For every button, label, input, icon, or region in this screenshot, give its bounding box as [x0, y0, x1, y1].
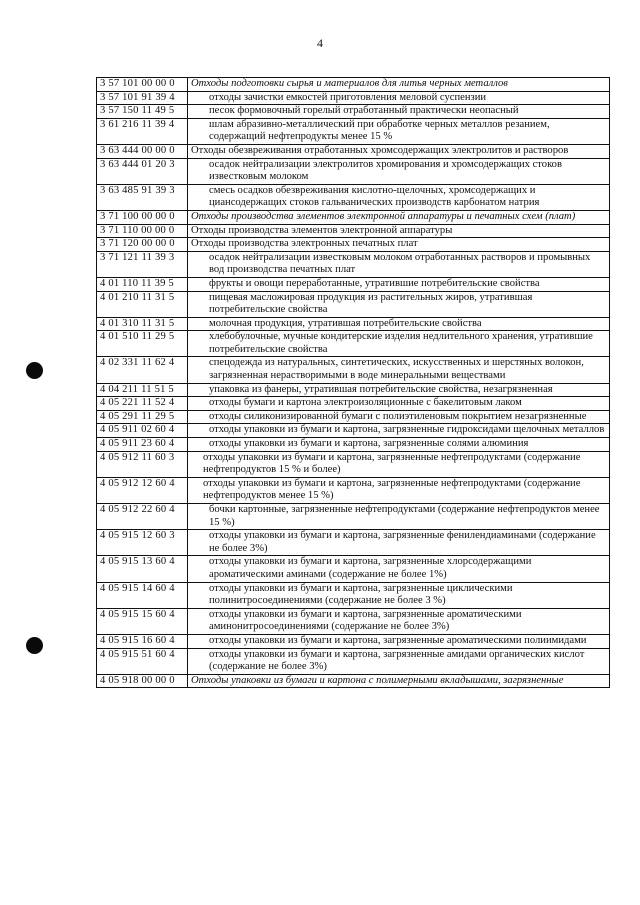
table-row	[97, 184, 610, 210]
table-row	[97, 648, 610, 674]
waste-code-cell: 3 63 485 91 39 3	[97, 184, 188, 210]
waste-name-cell	[188, 78, 610, 92]
waste-name-cell	[188, 397, 610, 411]
waste-name-text: Отходы упаковки из бумаги и картона с полимерными вкладышами, загрязненные	[191, 674, 564, 686]
waste-name-text: отходы упаковки из бумаги и картона, загрязненные фенилендиаминами (содержание не более 3%)	[209, 530, 596, 554]
table-row	[97, 383, 610, 397]
waste-name-text: Отходы обезвреживания отработанных хромсодержащих электролитов и растворов	[191, 144, 569, 156]
table-row	[97, 438, 610, 452]
waste-code-cell: 3 71 120 00 00 0	[97, 238, 188, 252]
waste-name-text: бочки картонные, загрязненные нефтепродуктами (содержание нефтепродуктов менее 15 %)	[209, 504, 600, 528]
table-row	[97, 331, 610, 357]
table-row	[97, 424, 610, 438]
waste-code-cell: 4 05 915 15 60 4	[97, 608, 188, 634]
waste-name-cell	[188, 383, 610, 397]
waste-name-cell	[188, 556, 610, 582]
waste-name-text: отходы бумаги и картона электроизоляционные с бакелитовым лаком	[209, 397, 522, 409]
table-row	[97, 238, 610, 252]
waste-name-cell	[188, 451, 610, 477]
waste-name-cell	[188, 238, 610, 252]
table-row	[97, 277, 610, 291]
waste-name-cell	[188, 477, 610, 503]
waste-name-cell	[188, 91, 610, 105]
waste-code-cell: 4 05 912 11 60 3	[97, 451, 188, 477]
waste-code-cell: 3 63 444 00 00 0	[97, 144, 188, 158]
waste-code-cell: 3 63 444 01 20 3	[97, 158, 188, 184]
waste-code-cell: 4 05 911 23 60 4	[97, 438, 188, 452]
waste-name-cell	[188, 251, 610, 277]
waste-name-cell	[188, 210, 610, 224]
waste-name-text: хлебобулочные, мучные кондитерские изделия недлительного хранения, утратившие потребительские свойства	[209, 331, 593, 355]
waste-code-cell: 4 05 915 16 60 4	[97, 634, 188, 648]
waste-name-text: отходы упаковки из бумаги и картона, загрязненные гидроксидами щелочных металлов	[209, 424, 605, 436]
waste-code-cell: 4 01 510 11 29 5	[97, 331, 188, 357]
table-row	[97, 410, 610, 424]
waste-code-cell: 4 01 310 11 31 5	[97, 317, 188, 331]
table-row	[97, 158, 610, 184]
waste-name-cell	[188, 410, 610, 424]
waste-classification-table	[96, 77, 610, 688]
waste-code-cell: 4 05 221 11 52 4	[97, 397, 188, 411]
waste-name-text: спецодежда из натуральных, синтетических, искусственных и шерстяных волокон, загрязненная нерастворимыми в воде минеральными веществами	[209, 357, 584, 382]
waste-name-text: шлам абразивно-металлический при обработке черных металлов резанием, содержащий нефтепродукты менее 15 %	[209, 118, 550, 143]
waste-code-cell: 4 05 911 02 60 4	[97, 424, 188, 438]
waste-name-text: Отходы производства элементов электронной аппаратуры и печатных схем (плат)	[191, 210, 576, 222]
waste-name-text: осадок нейтрализации электролитов хромирования и хромсодержащих стоков известковым молоком	[209, 158, 562, 183]
waste-code-cell: 4 01 110 11 39 5	[97, 277, 188, 291]
waste-code-cell: 3 71 100 00 00 0	[97, 210, 188, 224]
table-row	[97, 105, 610, 119]
waste-name-text: упаковка из фанеры, утратившая потребительские свойства, незагрязненная	[209, 383, 553, 395]
waste-name-text: отходы силиконизированной бумаги с полиэтиленовым покрытием незагрязненные	[209, 410, 587, 422]
waste-name-cell	[188, 144, 610, 158]
table-row	[97, 556, 610, 582]
waste-name-cell	[188, 424, 610, 438]
waste-name-cell	[188, 224, 610, 238]
table-row	[97, 504, 610, 530]
waste-name-cell	[188, 331, 610, 357]
waste-code-cell: 4 04 211 11 51 5	[97, 383, 188, 397]
waste-code-cell: 3 71 110 00 00 0	[97, 224, 188, 238]
table-body	[97, 78, 610, 688]
waste-code-cell: 4 05 915 12 60 3	[97, 530, 188, 556]
waste-name-cell	[188, 438, 610, 452]
waste-name-text: осадок нейтрализации известковым молоком отработанных растворов и промывных вод производства печатных плат	[209, 251, 591, 276]
table-row	[97, 291, 610, 317]
waste-name-text: песок формовочный горелый отработанный практически неопасный	[209, 105, 519, 117]
waste-name-text: Отходы подготовки сырья и материалов для литья черных металлов	[191, 78, 508, 89]
table-row	[97, 477, 610, 503]
waste-code-cell: 4 05 918 00 00 0	[97, 674, 188, 688]
punch-hole	[26, 637, 43, 654]
waste-code-cell: 3 57 101 00 00 0	[97, 78, 188, 92]
waste-code-cell: 4 05 291 11 29 5	[97, 410, 188, 424]
table-row	[97, 397, 610, 411]
table-row	[97, 210, 610, 224]
waste-code-cell: 4 01 210 11 31 5	[97, 291, 188, 317]
waste-name-text: Отходы производства элементов электронной аппаратуры	[191, 224, 453, 236]
waste-name-text: отходы упаковки из бумаги и картона, загрязненные нефтепродуктами (содержание нефтепродуктов 15 % и более)	[203, 451, 581, 476]
waste-name-cell	[188, 277, 610, 291]
waste-name-cell	[188, 582, 610, 608]
waste-code-cell: 4 05 912 22 60 4	[97, 504, 188, 530]
table-row	[97, 674, 610, 688]
table-row	[97, 451, 610, 477]
waste-name-text: отходы упаковки из бумаги и картона, загрязненные амидами органических кислот (содержание не более 3%)	[209, 648, 585, 673]
table-row	[97, 608, 610, 634]
waste-code-cell: 3 71 121 11 39 3	[97, 251, 188, 277]
punch-hole	[26, 362, 43, 379]
table-row	[97, 78, 610, 92]
waste-name-text: смесь осадков обезвреживания кислотно-щелочных, хромсодержащих и циансодержащих стоков гальванических производств карбонатом натрия	[209, 184, 540, 209]
waste-code-cell: 3 57 101 91 39 4	[97, 91, 188, 105]
waste-name-text: фрукты и овощи переработанные, утратившие потребительские свойства	[209, 277, 540, 289]
waste-name-cell	[188, 357, 610, 383]
waste-name-cell	[188, 105, 610, 119]
waste-code-cell: 4 02 331 11 62 4	[97, 357, 188, 383]
table-row	[97, 118, 610, 144]
waste-name-text: отходы зачистки емкостей приготовления меловой суспензии	[209, 91, 487, 103]
table-row	[97, 251, 610, 277]
waste-name-text: отходы упаковки из бумаги и картона, загрязненные хлорсодержащими ароматическими аминами (содержание не более 1%)	[209, 556, 532, 580]
waste-name-cell	[188, 158, 610, 184]
table-row	[97, 530, 610, 556]
waste-name-text: отходы упаковки из бумаги и картона, загрязненные ароматическими аминонитросоединениями (содержание не более 3%)	[209, 608, 522, 633]
table-row	[97, 357, 610, 383]
waste-name-text: отходы упаковки из бумаги и картона, загрязненные ароматическими полиимидами	[209, 634, 587, 646]
waste-code-cell: 3 57 150 11 49 5	[97, 105, 188, 119]
waste-code-cell: 4 05 915 13 60 4	[97, 556, 188, 582]
waste-code-cell: 3 61 216 11 39 4	[97, 118, 188, 144]
waste-name-text: отходы упаковки из бумаги и картона, загрязненные нефтепродуктами (содержание нефтепродуктов менее 15 %)	[203, 477, 581, 502]
waste-name-text: молочная продукция, утратившая потребительские свойства	[209, 317, 482, 329]
waste-code-cell: 4 05 915 14 60 4	[97, 582, 188, 608]
waste-name-cell	[188, 608, 610, 634]
waste-name-text: пищевая масложировая продукция из растительных жиров, утратившая потребительские свойства	[209, 291, 533, 316]
waste-name-cell	[188, 504, 610, 530]
waste-name-cell	[188, 634, 610, 648]
waste-name-text: отходы упаковки из бумаги и картона, загрязненные солями алюминия	[209, 438, 529, 450]
table-row	[97, 634, 610, 648]
waste-name-cell	[188, 118, 610, 144]
waste-name-cell	[188, 530, 610, 556]
waste-name-cell	[188, 291, 610, 317]
waste-name-cell	[188, 648, 610, 674]
waste-code-cell: 4 05 912 12 60 4	[97, 477, 188, 503]
waste-name-cell	[188, 184, 610, 210]
waste-code-cell: 4 05 915 51 60 4	[97, 648, 188, 674]
waste-name-cell	[188, 674, 610, 688]
waste-name-cell	[188, 317, 610, 331]
page-number: 4	[317, 36, 323, 50]
table-row	[97, 224, 610, 238]
table-row	[97, 144, 610, 158]
waste-name-text: Отходы производства электронных печатных плат	[191, 238, 418, 250]
waste-name-text: отходы упаковки из бумаги и картона, загрязненные циклическими полинитросоединениями (содержание не более 3 %)	[209, 582, 513, 607]
table-row	[97, 91, 610, 105]
table-row	[97, 317, 610, 331]
table-row	[97, 582, 610, 608]
